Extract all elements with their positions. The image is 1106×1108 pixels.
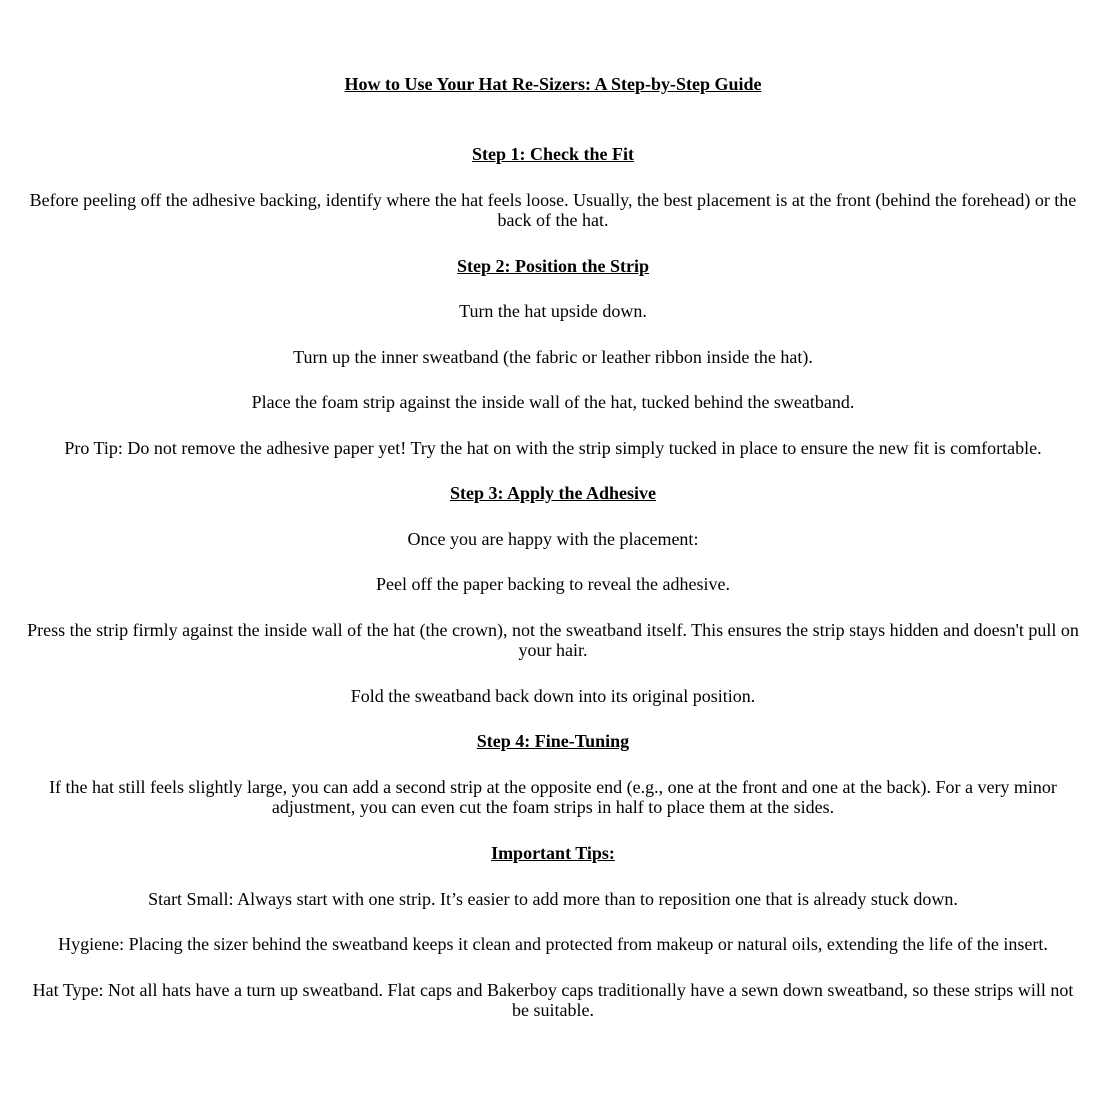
step-2-pro-tip: Pro Tip: Do not remove the adhesive paper yet! Try the hat on with the strip simply tucked in place to ensure the new fit is comfortable. [64, 438, 1042, 458]
step-1-body: Before peeling off the adhesive backing, identify where the hat feels loose. Usually, the best placement is at the front (behind the forehead) or the back of the hat. [29, 190, 1077, 230]
step-1-heading: Step 1: Check the Fit [472, 144, 634, 164]
step-3-heading: Step 3: Apply the Adhesive [449, 483, 657, 503]
step-3-item-1: Once you are happy with the placement: [407, 529, 699, 549]
step-3-item-2: Peel off the paper backing to reveal the adhesive. [375, 574, 731, 594]
tip-start-small: Start Small: Always start with one strip. It’s easier to add more than to reposition one that is already stuck down. [148, 889, 958, 909]
step-3-item-3: Press the strip firmly against the inside wall of the hat (the crown), not the sweatband itself. This ensures the strip stays hidden and doesn't pull on your hair. [27, 620, 1079, 660]
step-2-heading: Step 2: Position the Strip [456, 256, 649, 276]
tip-hygiene: Hygiene: Placing the sizer behind the sweatband keeps it clean and protected from makeup or natural oils, extending the life of the insert. [58, 934, 1048, 954]
step-4-body: If the hat still feels slightly large, you can add a second strip at the opposite end (e.g., one at the front and one at the back). For a very minor adjustment, you can even cut the foam strips in half to place them at the sides. [49, 777, 1057, 817]
step-2-item-3: Place the foam strip against the inside wall of the hat, tucked behind the sweatband. [251, 392, 855, 412]
important-tips-heading: Important Tips: [491, 843, 615, 863]
document-title: How to Use Your Hat Re-Sizers: A Step-by-Step Guide [344, 74, 762, 94]
step-2-item-1: Turn the hat upside down. [459, 301, 647, 321]
step-4-heading: Step 4: Fine-Tuning [476, 731, 630, 751]
step-3-item-4: Fold the sweatband back down into its original position. [350, 686, 756, 706]
step-2-item-2: Turn up the inner sweatband (the fabric or leather ribbon inside the hat). [293, 347, 813, 367]
tip-hat-type: Hat Type: Not all hats have a turn up sweatband. Flat caps and Bakerboy caps traditionally have a sewn down sweatband, so these strips will not be suitable. [32, 980, 1074, 1020]
